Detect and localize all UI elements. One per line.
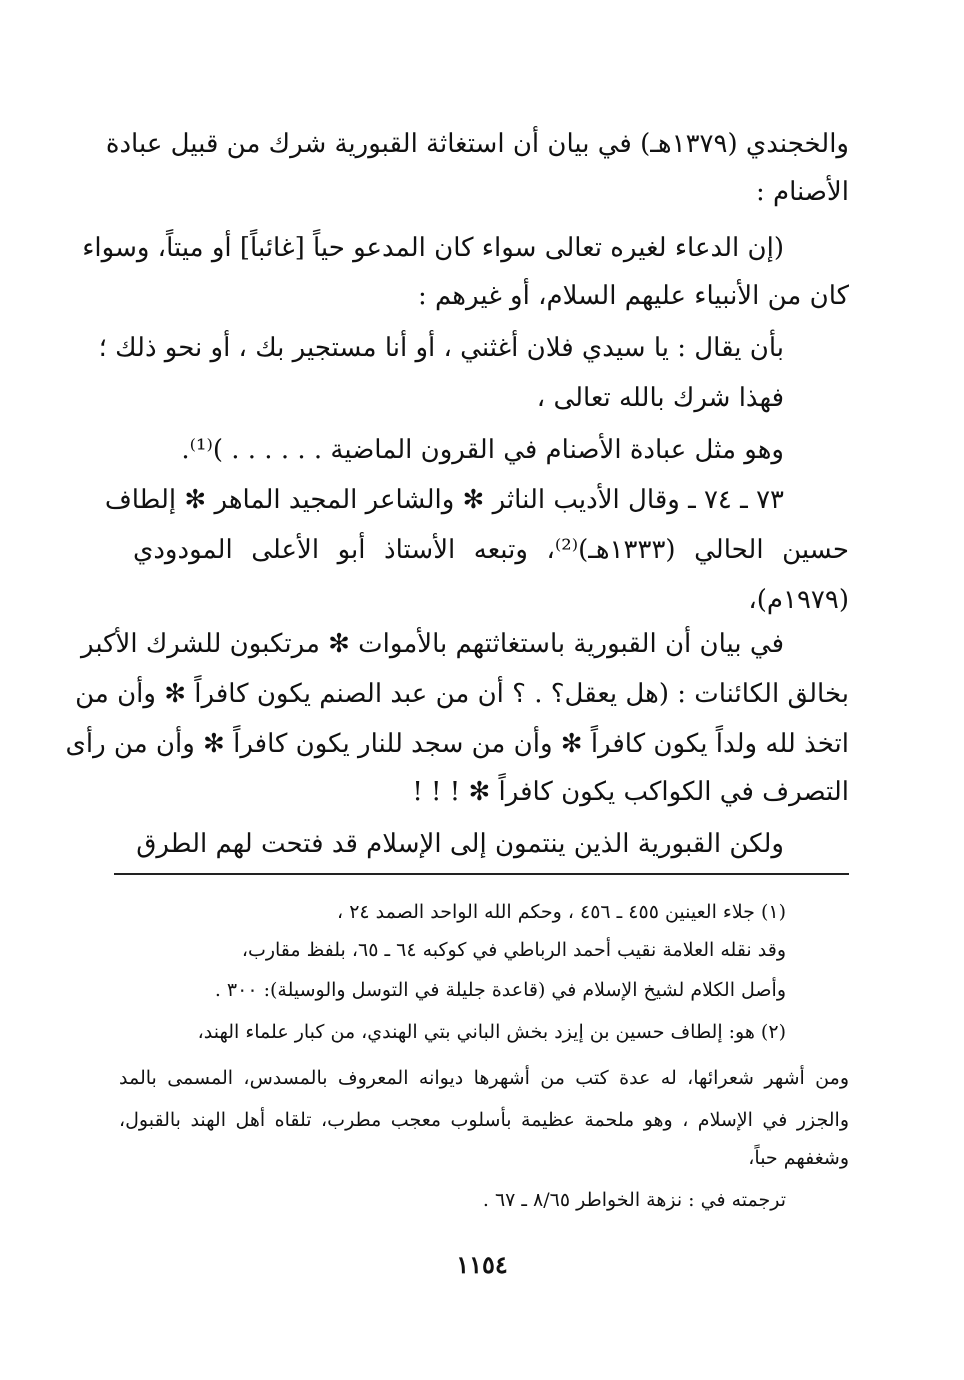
body-line-3: (إن الدعاء لغيره تعالى سواء كان المدعو حياً [غائباً] أو ميتاً، وسواء (82, 233, 784, 263)
body-line-9: حسين الحالي (١٣٣٣هـ)⁽²⁾، وتبعه الأستاذ أبو الأعلى المودودي (133, 535, 849, 565)
body-line-13: اتخذ لله ولداً يكون كافراً ✻ وأن من سجد للنار يكون كافراً ✻ وأن من رأى (65, 729, 849, 759)
page-number: ١١٥٤ (456, 1250, 508, 1279)
footnote-line-3: وأصل الكلام لشيخ الإسلام في (قاعدة جليلة في التوسل والوسيلة): ٣٠٠ . (214, 979, 786, 1001)
footnote-line-8: ترجمته في : نزهة الخواطر ٨/٦٥ ـ ٦٧ . (482, 1189, 786, 1211)
footnote-line-2: وقد نقله العلامة نقيب أحمد الرباطي في كوكبه ٦٤ ـ ٦٥، بلفظ مقارب، (241, 939, 786, 961)
body-line-15: ولكن القبورية الذين ينتمون إلى الإسلام قد فتحت لهم الطرق (136, 829, 784, 859)
body-line-2: الأصنام : (755, 177, 849, 207)
body-line-8: ٧٣ ـ ٧٤ ـ وقال الأديب الناثر ✻ والشاعر المجيد الماهر ✻ إلطاف (104, 485, 784, 515)
body-line-7: وهو مثل عبادة الأصنام في القرون الماضية . . . . . . )⁽¹⁾. (181, 435, 784, 465)
footnote-line-4: (٢) هو: إلطاف حسين بن إيزد بخش الباني بتي الهندي، من كبار علماء الهند، (197, 1021, 786, 1043)
footnote-line-6: والجزر في الإسلام ، وهو ملحمة عظيمة بأسلوب معجب مطرب، تلقاه أهل الهند بالقبول، (119, 1109, 849, 1131)
body-line-12: بخالق الكائنات : (هل يعقل؟ . ؟ أن من عبد الصنم يكون كافراً ✻ وأن من (75, 679, 849, 709)
body-line-4: كان من الأنبياء عليهم السلام، أو غيرهم : (417, 281, 849, 311)
footnote-line-7: وشغفهم حباً، (748, 1147, 849, 1169)
footnote-line-1: (١) جلاء العينين ٤٥٥ ـ ٤٥٦ ، وحكم الله الواحد الصمد ٢٤ ، (337, 901, 786, 923)
body-line-10: (١٩٧٩م)، (748, 585, 849, 615)
body-line-6: فهذا شرك بالله تعالى ، (536, 383, 784, 413)
body-line-5: بأن يقال : يا سيدي فلان أغثني ، أو أنا مستجير بك ، أو نحو ذلك ؛ (98, 333, 784, 363)
footnote-separator (114, 873, 849, 875)
body-line-14: التصرف في الكواكب يكون كافراً ✻ ! ! ! (412, 777, 849, 807)
body-line-11: في بيان أن القبورية باستغاثتهم بالأموات ✻ مرتكبون للشرك الأكبر (80, 629, 784, 659)
footnote-line-5: ومن أشهر شعرائها، له عدة كتب من أشهرها ديوانه المعروف بالمسدس، المسمى بالمد (119, 1067, 849, 1089)
body-line-1: والخجندي (١٣٧٩هـ) في بيان أن استغاثة القبورية شرك من قبيل عبادة (105, 129, 849, 159)
